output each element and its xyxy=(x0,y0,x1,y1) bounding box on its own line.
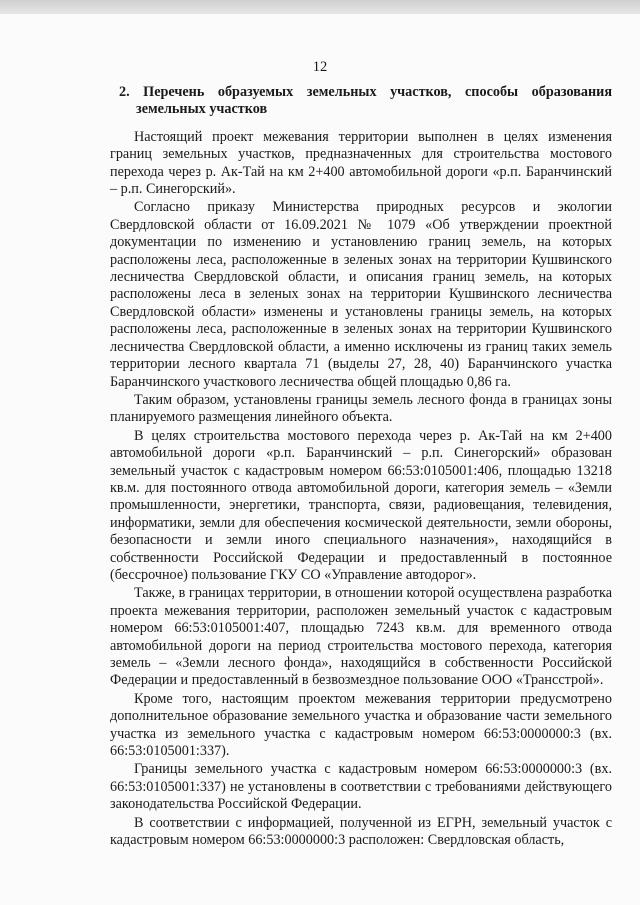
paragraph-8: В соответствии с информацией, полученной из ЕГРН, земельный участок с кадастровым номером 66:53:0000000:3 расположен: Свердловская область, xyxy=(110,814,612,849)
paragraph-4: В целях строительства мостового перехода через р. Ак-Тай на км 2+400 автомобильной дороги «р.п. Баранчинский – р.п. Синегорский» образован земельный участок с кадастровым номером 66:53:0105001:406, площадью 13218 кв.м. для постоянного отвода автомобильной дороги, категория земель – «Земли промышленности, энергетики, транспорта, связи, радиовещания, телевидения, информатики, земли для обеспечения космической деятельности, земли обороны, безопасности и земли иного специального назначения», находящийся в собственности Российской Федерации и предоставленный в постоянное (бессрочное) пользование ГКУ СО «Управление автодорог». xyxy=(110,427,612,583)
section-heading: 2. Перечень образуемых земельных участков, способы образования земельных участков xyxy=(119,84,612,118)
paragraph-5: Также, в границах территории, в отношении которой осуществлена разработка проекта межевания территории, расположен земельный участок с кадастровым номером 66:53:0105001:407, площадью 7243 кв.м. для временного отвода автомобильной дороги на период строительства мостового перехода, категория земель – «Земли лесного фонда», находящийся в собственности Российской Федерации и предоставленный в безвозмездное пользование ООО «Трансстрой». xyxy=(110,585,612,689)
paragraph-3: Таким образом, установлены границы земель лесного фонда в границах зоны планируемого размещения линейного объекта. xyxy=(110,391,612,426)
paragraph-7: Границы земельного участка с кадастровым номером 66:53:0000000:3 (вх. 66:53:0105001:337) не установлены в соответствии с требованиями действующего законодательства Российской Федерации. xyxy=(110,761,612,813)
page-number: 12 xyxy=(312,59,328,75)
document-page xyxy=(0,14,640,905)
paragraph-2: Согласно приказу Министерства природных ресурсов и экологии Свердловской области от 16.09.2021 № 1079 «Об утверждении проектной документации по изменению и установлению границ земель, на которых расположены леса, расположенные в зеленых зонах на территории Кушвинского лесничества Свердловской области, и описания границ земель, на которых расположены леса в зеленых зонах на территории Кушвинского лесничества Свердловской области» изменены и установлены границы земель, на которых расположены леса, расположенные в зеленых зонах на территории Кушвинского лесничества Свердловской области, а именно исключены из границ таких земель территории лесного квартала 71 (выделы 27, 28, 40) Баранчинского участка Баранчинского участкового лесничества общей площадью 0,86 га. xyxy=(110,199,612,390)
scanner-top-edge xyxy=(0,0,640,14)
paragraph-1: Настоящий проект межевания территории выполнен в целях изменения границ земельных участков, предназначенных для строительства мостового перехода через р. Ак-Тай на км 2+400 автомобильной дороги «р.п. Баранчинский – р.п. Синегорский». xyxy=(110,128,612,198)
page-content xyxy=(110,84,612,850)
paragraph-6: Кроме того, настоящим проектом межевания территории предусмотрено дополнительное образование земельного участка и образование части земельного участка из земельного участка с кадастровым номером 66:53:0000000:3 (вх. 66:53:0105001:337). xyxy=(110,690,612,760)
